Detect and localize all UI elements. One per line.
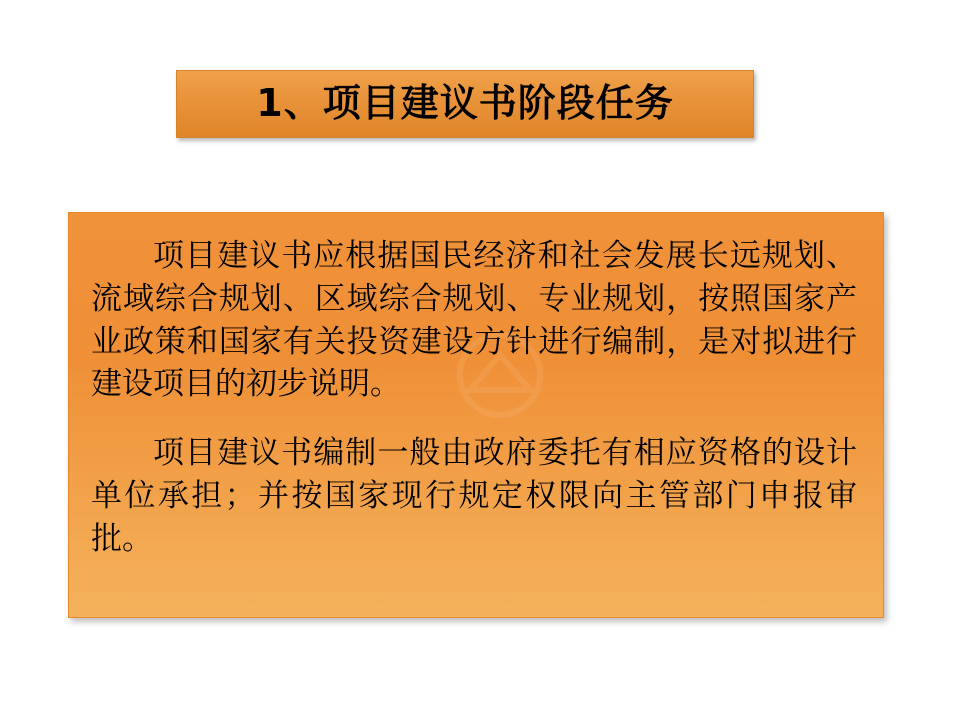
slide-title-banner	[176, 70, 754, 138]
slide-body-panel	[68, 212, 884, 618]
page-title: 1、项目建议书阶段任务	[256, 81, 674, 126]
body-paragraph-1: 项目建议书应根据国民经济和社会发展长远规划、流域综合规划、区域综合规划、专业规划，按照国家产业政策和国家有关投资建设方针进行编制，是对拟进行建设项目的初步说明。	[91, 238, 857, 403]
body-paragraph-2: 项目建议书编制一般由政府委托有相应资格的设计单位承担；并按国家现行规定权限向主管部门申报审批。	[91, 435, 857, 557]
